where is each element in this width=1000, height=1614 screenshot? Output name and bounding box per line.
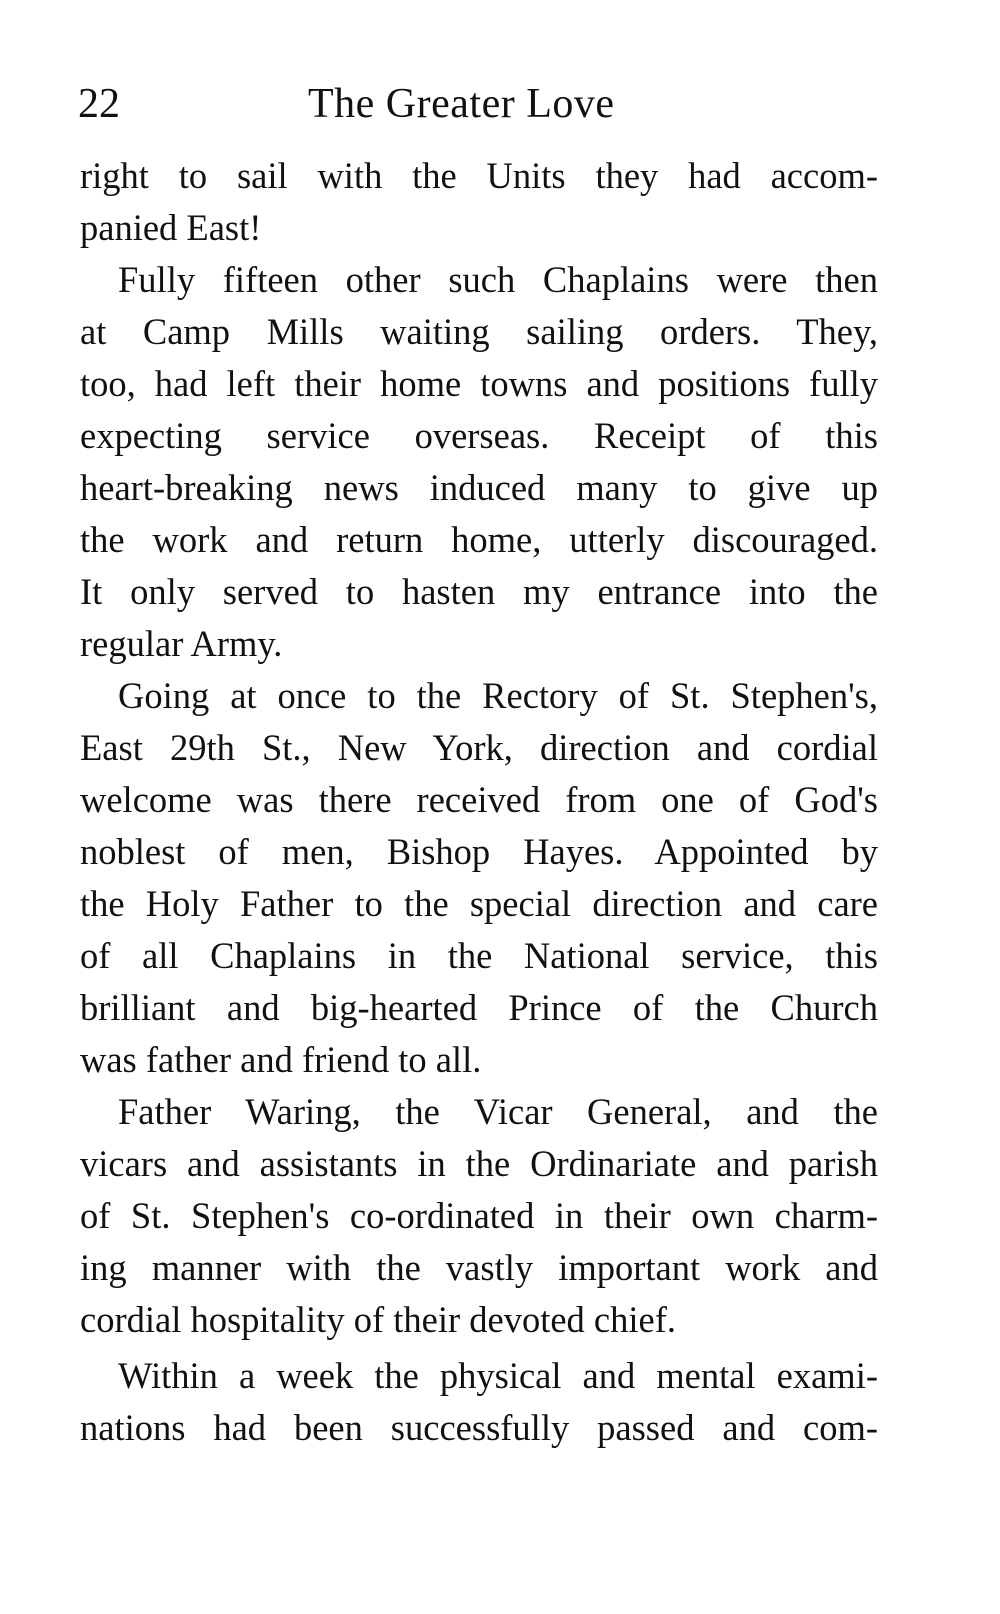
text-line: nations had been successfully passed and com- [80, 1407, 878, 1448]
text-line: was father and friend to all. [80, 1039, 482, 1080]
text-line: Fully fifteen other such Chaplains were then [118, 259, 878, 300]
text-line: the work and return home, utterly discouraged. [80, 519, 878, 560]
paragraph [80, 1350, 878, 1454]
text-line: vicars and assistants in the Ordinariate and parish [80, 1143, 878, 1184]
text-line: of St. Stephen's co-ordinated in their own charm- [80, 1195, 878, 1236]
page-header [78, 78, 908, 134]
paragraph [80, 1086, 878, 1346]
text-line: panied East! [80, 207, 262, 248]
text-line: heart-breaking news induced many to give up [80, 467, 878, 508]
text-line: Father Waring, the Vicar General, and the [118, 1091, 878, 1132]
text-line: right to sail with the Units they had accom- [80, 155, 878, 196]
paragraph [80, 670, 878, 1086]
page-number: 22 [78, 81, 120, 127]
text-line: Within a week the physical and mental exami- [118, 1355, 878, 1396]
paragraph [80, 254, 878, 670]
text-line: welcome was there received from one of God's [80, 779, 878, 820]
text-line: cordial hospitality of their devoted chief. [80, 1299, 676, 1340]
text-line: expecting service overseas. Receipt of this [80, 415, 878, 456]
text-line: of all Chaplains in the National service, this [80, 935, 878, 976]
text-line: noblest of men, Bishop Hayes. Appointed by [80, 831, 878, 872]
text-line: It only served to hasten my entrance into the [80, 571, 878, 612]
running-head: The Greater Love [308, 81, 615, 127]
text-line: the Holy Father to the special direction and care [80, 883, 878, 924]
text-line: Going at once to the Rectory of St. Stephen's, [118, 675, 878, 716]
text-line: at Camp Mills waiting sailing orders. They, [80, 311, 878, 352]
body-text [80, 150, 878, 1454]
text-line: East 29th St., New York, direction and cordial [80, 727, 878, 768]
paragraph [80, 150, 878, 254]
text-line: too, had left their home towns and positions fully [80, 363, 878, 404]
text-line: ing manner with the vastly important work and [80, 1247, 878, 1288]
text-line: brilliant and big-hearted Prince of the Church [80, 987, 878, 1028]
text-line: regular Army. [80, 623, 283, 664]
